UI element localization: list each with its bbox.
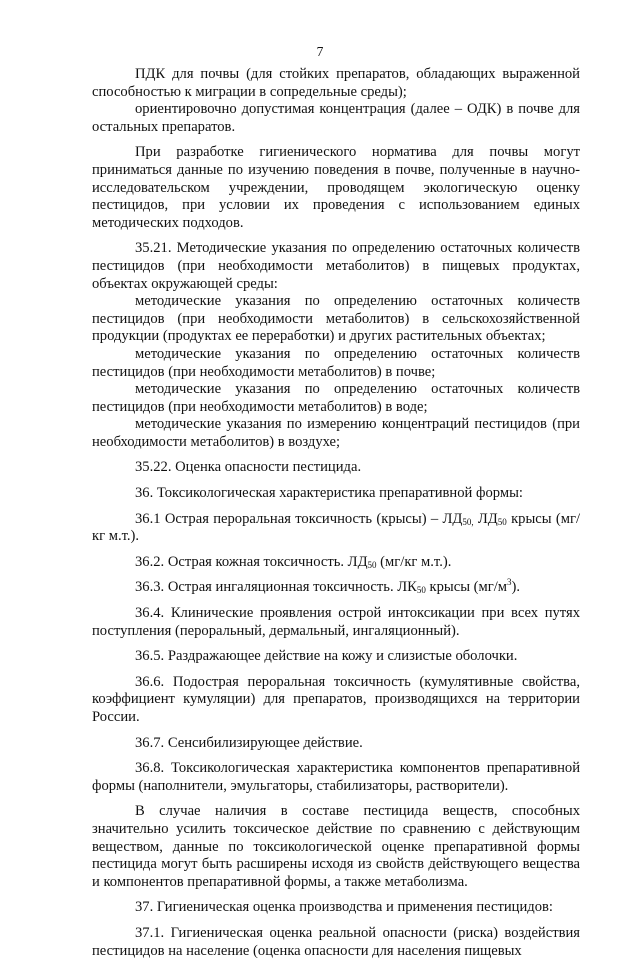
paragraph-text: (мг/кг м.т.). <box>376 553 452 570</box>
paragraph <box>92 485 580 503</box>
paragraph-text: При разработке гигиенического норматива для почвы могут приниматься данные по изучению поведения в почве, полученные в научно-исследовательском учреждении, проводящем экологическую оценку пестицидов, при условии их проведения с использованием единых методических подходов. <box>92 144 580 231</box>
paragraph-text: ориентировочно допустимая концентрация (далее – ОДК) в почве для остальных препаратов. <box>92 101 580 135</box>
paragraph <box>92 760 580 795</box>
paragraph-text: 36.5. Раздражающее действие на кожу и слизистые оболочки. <box>135 648 518 665</box>
paragraph <box>92 605 580 640</box>
paragraph-text: ЛД <box>473 510 498 527</box>
paragraph-text: методические указания по определению остаточных количеств пестицидов (при необходимости метаболитов) в воде; <box>92 381 580 415</box>
paragraph <box>92 66 580 101</box>
paragraph-text: 36.4. Клинические проявления острой интоксикации при всех путях поступления (пероральный, дермальный, ингаляционный). <box>92 605 580 639</box>
paragraph-text: 35.21. Методические указания по определению остаточных количеств пестицидов (при необходимости метаболитов) в пищевых продуктах, объектах окружающей среды: <box>92 240 580 292</box>
paragraph-text: крысы (мг/кг м.т.). <box>92 510 580 545</box>
paragraph <box>92 381 580 416</box>
paragraph-text: 35.22. Оценка опасности пестицида. <box>135 459 362 476</box>
page-number: 7 <box>316 44 324 59</box>
paragraph <box>92 293 580 346</box>
superscript: 3 <box>507 577 512 588</box>
paragraph-text: 36.3. Острая ингаляционная токсичность. ЛК <box>135 579 417 596</box>
paragraph <box>92 803 580 891</box>
paragraph-text: 36.1 Острая пероральная токсичность (крысы) – ЛД <box>135 510 463 527</box>
paragraph-text: методические указания по определению остаточных количеств пестицидов (при необходимости метаболитов) в сельскохозяйственной продукции (продуктах ее переработки) и других растительных объектах; <box>92 293 580 345</box>
paragraph <box>92 144 580 232</box>
paragraph <box>92 554 580 572</box>
paragraph-text: 37.1. Гигиеническая оценка реальной опасности (риска) воздействия пестицидов на население (оценка опасности для населения пищевых <box>92 924 580 959</box>
subscript: 50 <box>497 516 507 527</box>
paragraph-text: 36. Токсикологическая характеристика препаративной формы: <box>135 485 523 502</box>
paragraph-text: 36.2. Острая кожная токсичность. ЛД <box>135 553 368 570</box>
paragraph <box>92 674 580 727</box>
paragraph-text: крысы (мг/м <box>425 579 508 596</box>
paragraph-text: 37. Гигиеническая оценка производства и применения пестицидов: <box>135 899 553 916</box>
subscript: 50 <box>367 559 377 570</box>
paragraph <box>92 579 580 597</box>
paragraph-text: 36.6. Подострая пероральная токсичность (кумулятивные свойства, коэффициент кумуляции) для препаратов, производящихся на территории России. <box>92 673 580 725</box>
paragraph <box>92 648 580 666</box>
paragraph-text: ). <box>511 579 521 596</box>
paragraph-text: ПДК для почвы (для стойких препаратов, обладающих выраженной способностью к миграции в сопредельные среды); <box>92 66 580 100</box>
paragraph <box>92 240 580 293</box>
paragraph <box>92 511 580 546</box>
subscript: 50, <box>462 516 474 527</box>
document-body <box>92 66 580 960</box>
paragraph-text: методические указания по определению остаточных количеств пестицидов (при необходимости метаболитов) в почве; <box>92 345 580 380</box>
paragraph-text: 36.7. Сенсибилизирующее действие. <box>135 734 363 751</box>
subscript: 50 <box>416 585 426 596</box>
paragraph <box>92 459 580 477</box>
paragraph <box>92 735 580 753</box>
paragraph-text: В случае наличия в составе пестицида веществ, способных значительно усилить токсическое действие по сравнению с действующим веществом, данные по токсикологической оценке препаративной формы пестицида могут быть расширены исходя из свойств действующего вещества и компонентов препаративной формы, а также метаболизма. <box>92 803 580 890</box>
paragraph <box>92 416 580 451</box>
paragraph-text: 36.8. Токсикологическая характеристика компонентов препаративной формы (наполнители, эмульгаторы, стабилизаторы, растворители). <box>92 760 580 794</box>
paragraph <box>92 925 580 960</box>
paragraph <box>92 346 580 381</box>
paragraph <box>92 101 580 136</box>
paragraph-text: методические указания по измерению концентраций пестицидов (при необходимости метаболитов) в воздухе; <box>92 416 580 450</box>
paragraph <box>92 899 580 917</box>
